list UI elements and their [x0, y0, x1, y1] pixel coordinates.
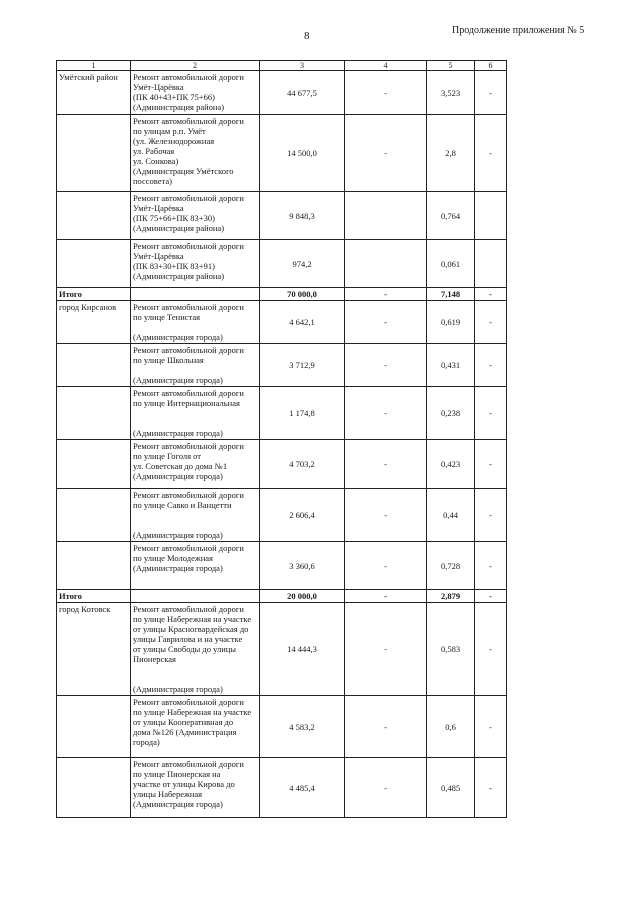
length-cell: 0,238: [427, 387, 475, 440]
col4-cell: -: [345, 387, 427, 440]
col4-cell: -: [345, 758, 427, 818]
work-description-cell: Ремонт автомобильной дороги по улице Молодежная (Администрация города): [131, 542, 260, 590]
length-cell: 0,764: [427, 192, 475, 240]
length-cell: 7,148: [427, 288, 475, 301]
length-cell: 0,728: [427, 542, 475, 590]
table-row: [57, 603, 507, 696]
work-description-cell: Ремонт автомобильной дороги по улицам р.п. Умёт (ул. Железнодорожная ул. Рабочая ул. Сонкова) (Администрация Умётского поссовета): [131, 115, 260, 192]
length-cell: 2,8: [427, 115, 475, 192]
col4-cell: -: [345, 440, 427, 489]
col6-cell: -: [475, 542, 507, 590]
column-header: 1: [57, 61, 131, 71]
header-row: [57, 61, 507, 71]
length-cell: 0,423: [427, 440, 475, 489]
district-cell: Итого: [57, 288, 131, 301]
work-description-cell: Ремонт автомобильной дороги по улице Набережная на участке от улицы Красногвардейская до улицы Гаврилова и на участке от улицы Свободы до улицы Пионерская (Администрация города): [131, 603, 260, 696]
col6-cell: -: [475, 603, 507, 696]
col4-cell: -: [345, 115, 427, 192]
amount-cell: 44 677,5: [260, 71, 345, 115]
district-cell: город Котовск: [57, 603, 131, 696]
district-cell: [57, 240, 131, 288]
amount-cell: 14 500,0: [260, 115, 345, 192]
table-row: [57, 301, 507, 344]
length-cell: 0,061: [427, 240, 475, 288]
work-description-cell: Ремонт автомобильной дороги по улице Савко и Ванцетти (Администрация города): [131, 489, 260, 542]
appendix-table: [56, 60, 507, 818]
col6-cell: -: [475, 301, 507, 344]
column-header: 4: [345, 61, 427, 71]
col6-cell: -: [475, 288, 507, 301]
col4-cell: -: [345, 489, 427, 542]
col6-cell: -: [475, 489, 507, 542]
district-cell: [57, 344, 131, 387]
col6-cell: -: [475, 590, 507, 603]
col6-cell: -: [475, 71, 507, 115]
col4-cell: -: [345, 542, 427, 590]
district-cell: Умётский район: [57, 71, 131, 115]
column-header: 2: [131, 61, 260, 71]
work-description-cell: Ремонт автомобильной дороги по улице Тенистая (Администрация города): [131, 301, 260, 344]
table-row: [57, 696, 507, 758]
amount-cell: 1 174,8: [260, 387, 345, 440]
length-cell: 2,879: [427, 590, 475, 603]
col6-cell: -: [475, 115, 507, 192]
length-cell: 0,619: [427, 301, 475, 344]
work-description-cell: Ремонт автомобильной дороги по улице Школьная (Администрация города): [131, 344, 260, 387]
work-description-cell: Ремонт автомобильной дороги по улице Интернациональная (Администрация города): [131, 387, 260, 440]
col4-cell: -: [345, 590, 427, 603]
col6-cell: [475, 240, 507, 288]
amount-cell: 2 606,4: [260, 489, 345, 542]
col6-cell: [475, 192, 507, 240]
district-cell: [57, 696, 131, 758]
district-cell: [57, 489, 131, 542]
column-header: 5: [427, 61, 475, 71]
length-cell: 0,44: [427, 489, 475, 542]
amount-cell: 4 642,1: [260, 301, 345, 344]
table-row: [57, 542, 507, 590]
district-cell: [57, 758, 131, 818]
table-row: [57, 489, 507, 542]
district-cell: [57, 115, 131, 192]
col6-cell: -: [475, 387, 507, 440]
page-number: 8: [304, 30, 310, 42]
district-cell: [57, 542, 131, 590]
col4-cell: -: [345, 696, 427, 758]
amount-cell: 4 703,2: [260, 440, 345, 489]
work-description-cell: [131, 288, 260, 301]
work-description-cell: Ремонт автомобильной дороги по улице Гоголя от ул. Советская до дома №1 (Администрация города): [131, 440, 260, 489]
col4-cell: -: [345, 603, 427, 696]
length-cell: 3,523: [427, 71, 475, 115]
work-description-cell: Ремонт автомобильной дороги по улице Пионерская на участке от улицы Кирова до улицы Набережная (Администрация города): [131, 758, 260, 818]
amount-cell: 3 360,6: [260, 542, 345, 590]
table-row: [57, 115, 507, 192]
total-row: [57, 590, 507, 603]
col4-cell: -: [345, 288, 427, 301]
col4-cell: -: [345, 301, 427, 344]
table-row: [57, 240, 507, 288]
amount-cell: 9 848,3: [260, 192, 345, 240]
col6-cell: -: [475, 696, 507, 758]
length-cell: 0,485: [427, 758, 475, 818]
col6-cell: -: [475, 344, 507, 387]
table-row: [57, 387, 507, 440]
length-cell: 0,583: [427, 603, 475, 696]
col6-cell: -: [475, 440, 507, 489]
district-cell: Итого: [57, 590, 131, 603]
amount-cell: 4 485,4: [260, 758, 345, 818]
table-row: [57, 71, 507, 115]
total-row: [57, 288, 507, 301]
col4-cell: [345, 192, 427, 240]
district-cell: [57, 387, 131, 440]
table-row: [57, 192, 507, 240]
amount-cell: 14 444,3: [260, 603, 345, 696]
work-description-cell: Ремонт автомобильной дороги Умёт-Царёвка (ПК 40+43+ПК 75+66) (Администрация района): [131, 71, 260, 115]
work-description-cell: Ремонт автомобильной дороги Умёт-Царёвка (ПК 83+30+ПК 83+91) (Администрация района): [131, 240, 260, 288]
table-row: [57, 344, 507, 387]
district-cell: [57, 440, 131, 489]
col4-cell: -: [345, 71, 427, 115]
work-description-cell: Ремонт автомобильной дороги Умёт-Царёвка (ПК 75+66+ПК 83+30) (Администрация района): [131, 192, 260, 240]
col4-cell: -: [345, 344, 427, 387]
col4-cell: [345, 240, 427, 288]
work-description-cell: Ремонт автомобильной дороги по улице Набережная на участке от улицы Кооперативная до дома №126 (Администрация города): [131, 696, 260, 758]
length-cell: 0,6: [427, 696, 475, 758]
amount-cell: 70 000,0: [260, 288, 345, 301]
column-header: 3: [260, 61, 345, 71]
table-row: [57, 758, 507, 818]
district-cell: [57, 192, 131, 240]
length-cell: 0,431: [427, 344, 475, 387]
col6-cell: -: [475, 758, 507, 818]
district-cell: город Кирсанов: [57, 301, 131, 344]
table-row: [57, 440, 507, 489]
work-description-cell: [131, 590, 260, 603]
amount-cell: 3 712,9: [260, 344, 345, 387]
amount-cell: 20 000,0: [260, 590, 345, 603]
column-header: 6: [475, 61, 507, 71]
continuation-note: Продолжение приложения № 5: [452, 25, 585, 36]
amount-cell: 4 583,2: [260, 696, 345, 758]
amount-cell: 974,2: [260, 240, 345, 288]
